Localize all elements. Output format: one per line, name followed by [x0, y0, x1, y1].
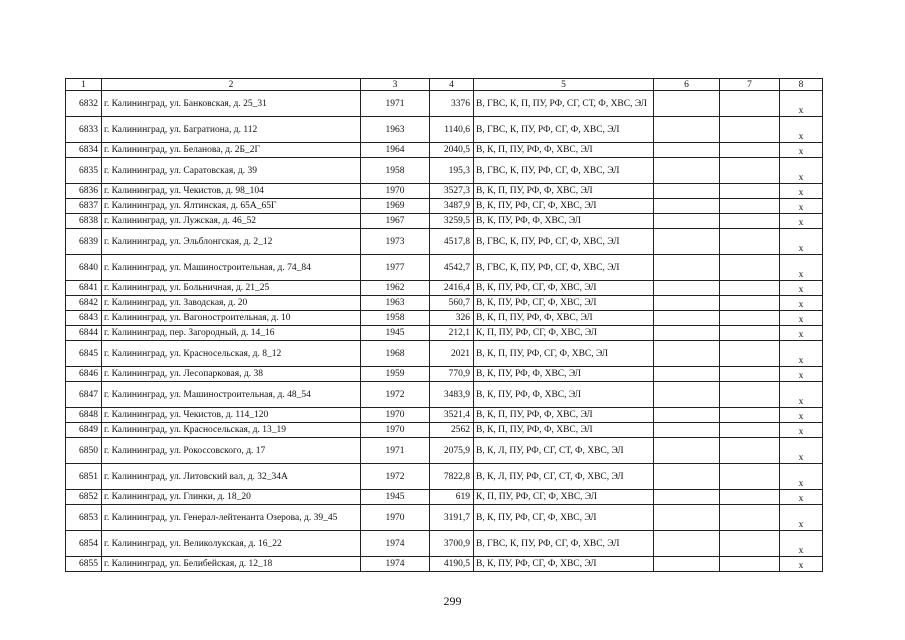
table-row [66, 214, 823, 229]
cell-mark: х [780, 296, 823, 311]
cell-address: г. Калининград, ул. Литовский вал, д. 32_34А [102, 464, 361, 490]
cell-utilities: В, К, ПУ, РФ, СГ, Ф, ХВС, ЭЛ [474, 557, 654, 572]
cell-address: г. Калининград, пер. Загородный, д. 14_16 [102, 326, 361, 341]
cell-area: 3191,7 [430, 505, 474, 531]
cell-mark: х [780, 255, 823, 281]
cell-year: 1968 [361, 341, 430, 367]
header-col-6: 6 [654, 79, 720, 91]
table-row [66, 490, 823, 505]
cell-year: 1963 [361, 296, 430, 311]
cell-address: г. Калининград, ул. Багратиона, д. 112 [102, 117, 361, 143]
cell-number: 6838 [66, 214, 102, 229]
cell-address: г. Калининград, ул. Рокоссовского, д. 17 [102, 438, 361, 464]
header-col-3: 3 [361, 79, 430, 91]
cell-year: 1977 [361, 255, 430, 281]
table-row [66, 229, 823, 255]
cell-area: 4190,5 [430, 557, 474, 572]
cell-col6 [654, 214, 720, 229]
cell-col6 [654, 311, 720, 326]
cell-address: г. Калининград, ул. Машиностроительная, д. 74_84 [102, 255, 361, 281]
cell-year: 1974 [361, 557, 430, 572]
cell-utilities: В, ГВС, К, П, ПУ, РФ, СГ, СТ, Ф, ХВС, ЭЛ [474, 91, 654, 117]
cell-area: 4517,8 [430, 229, 474, 255]
table-row [66, 557, 823, 572]
cell-number: 6850 [66, 438, 102, 464]
cell-mark: х [780, 214, 823, 229]
cell-col7 [720, 423, 780, 438]
cell-col6 [654, 184, 720, 199]
cell-col6 [654, 408, 720, 423]
cell-number: 6849 [66, 423, 102, 438]
cell-number: 6837 [66, 199, 102, 214]
cell-mark: х [780, 557, 823, 572]
cell-col6 [654, 91, 720, 117]
table-row [66, 341, 823, 367]
cell-col6 [654, 199, 720, 214]
cell-utilities: В, К, Л, ПУ, РФ, СГ, СТ, Ф, ХВС, ЭЛ [474, 464, 654, 490]
cell-utilities: В, К, П, ПУ, РФ, Ф, ХВС, ЭЛ [474, 311, 654, 326]
cell-address: г. Калининград, ул. Чекистов, д. 114_120 [102, 408, 361, 423]
cell-area: 7822,8 [430, 464, 474, 490]
cell-col6 [654, 296, 720, 311]
table-row [66, 143, 823, 158]
table-row [66, 326, 823, 341]
header-col-4: 4 [430, 79, 474, 91]
cell-year: 1970 [361, 408, 430, 423]
cell-address: г. Калининград, ул. Машиностроительная, д. 48_54 [102, 382, 361, 408]
cell-col7 [720, 311, 780, 326]
cell-mark: х [780, 464, 823, 490]
cell-number: 6852 [66, 490, 102, 505]
cell-number: 6846 [66, 367, 102, 382]
cell-col7 [720, 199, 780, 214]
cell-col6 [654, 117, 720, 143]
header-col-8: 8 [780, 79, 823, 91]
cell-number: 6839 [66, 229, 102, 255]
table-row [66, 281, 823, 296]
cell-address: г. Калининград, ул. Саратовская, д. 39 [102, 158, 361, 184]
cell-number: 6840 [66, 255, 102, 281]
cell-mark: х [780, 438, 823, 464]
cell-col7 [720, 184, 780, 199]
cell-mark: х [780, 158, 823, 184]
cell-year: 1963 [361, 117, 430, 143]
cell-area: 3521,4 [430, 408, 474, 423]
cell-col6 [654, 143, 720, 158]
cell-year: 1964 [361, 143, 430, 158]
cell-year: 1959 [361, 367, 430, 382]
cell-number: 6836 [66, 184, 102, 199]
cell-address: г. Калининград, ул. Беланова, д. 2Б_2Г [102, 143, 361, 158]
cell-address: г. Калининград, ул. Генерал-лейтенанта Озерова, д. 39_45 [102, 505, 361, 531]
cell-utilities: В, К, П, ПУ, РФ, Ф, ХВС, ЭЛ [474, 143, 654, 158]
cell-area: 1140,6 [430, 117, 474, 143]
cell-year: 1971 [361, 91, 430, 117]
cell-number: 6851 [66, 464, 102, 490]
cell-number: 6835 [66, 158, 102, 184]
table-row [66, 184, 823, 199]
cell-utilities: В, ГВС, К, ПУ, РФ, СГ, Ф, ХВС, ЭЛ [474, 158, 654, 184]
cell-address: г. Калининград, ул. Заводская, д. 20 [102, 296, 361, 311]
cell-col6 [654, 505, 720, 531]
cell-address: г. Калининград, ул. Банковская, д. 25_31 [102, 91, 361, 117]
cell-mark: х [780, 326, 823, 341]
cell-area: 2562 [430, 423, 474, 438]
cell-col7 [720, 464, 780, 490]
cell-number: 6843 [66, 311, 102, 326]
cell-col6 [654, 531, 720, 557]
table-row [66, 531, 823, 557]
cell-address: г. Калининград, ул. Лесопарковая, д. 38 [102, 367, 361, 382]
cell-address: г. Калининград, ул. Эльблонгская, д. 2_12 [102, 229, 361, 255]
cell-col7 [720, 229, 780, 255]
cell-mark: х [780, 281, 823, 296]
cell-area: 619 [430, 490, 474, 505]
cell-year: 1970 [361, 423, 430, 438]
table-row [66, 423, 823, 438]
cell-mark: х [780, 143, 823, 158]
cell-year: 1972 [361, 382, 430, 408]
cell-mark: х [780, 382, 823, 408]
cell-utilities: К, П, ПУ, РФ, СГ, Ф, ХВС, ЭЛ [474, 326, 654, 341]
cell-utilities: В, К, ПУ, РФ, Ф, ХВС, ЭЛ [474, 214, 654, 229]
cell-number: 6842 [66, 296, 102, 311]
cell-col7 [720, 490, 780, 505]
header-col-1: 1 [66, 79, 102, 91]
cell-year: 1974 [361, 531, 430, 557]
cell-year: 1973 [361, 229, 430, 255]
cell-col6 [654, 557, 720, 572]
cell-col7 [720, 281, 780, 296]
cell-utilities: В, К, ПУ, РФ, СГ, Ф, ХВС, ЭЛ [474, 199, 654, 214]
cell-col7 [720, 382, 780, 408]
cell-utilities: В, ГВС, К, ПУ, РФ, СГ, Ф, ХВС, ЭЛ [474, 229, 654, 255]
cell-year: 1970 [361, 505, 430, 531]
table-body [66, 91, 823, 572]
cell-mark: х [780, 490, 823, 505]
cell-area: 4542,7 [430, 255, 474, 281]
table-row [66, 311, 823, 326]
cell-utilities: В, ГВС, К, ПУ, РФ, СГ, Ф, ХВС, ЭЛ [474, 117, 654, 143]
cell-number: 6848 [66, 408, 102, 423]
cell-area: 3700,9 [430, 531, 474, 557]
cell-col6 [654, 229, 720, 255]
cell-col6 [654, 341, 720, 367]
cell-number: 6834 [66, 143, 102, 158]
cell-number: 6833 [66, 117, 102, 143]
cell-utilities: В, К, Л, ПУ, РФ, СГ, СТ, Ф, ХВС, ЭЛ [474, 438, 654, 464]
cell-year: 1945 [361, 490, 430, 505]
table-row [66, 296, 823, 311]
header-col-2: 2 [102, 79, 361, 91]
cell-year: 1971 [361, 438, 430, 464]
cell-address: г. Калининград, ул. Великолукская, д. 16_22 [102, 531, 361, 557]
cell-utilities: В, К, ПУ, РФ, СГ, Ф, ХВС, ЭЛ [474, 505, 654, 531]
cell-col6 [654, 423, 720, 438]
cell-utilities: В, К, П, ПУ, РФ, Ф, ХВС, ЭЛ [474, 423, 654, 438]
cell-col7 [720, 505, 780, 531]
housing-registry-table [65, 78, 823, 572]
cell-mark: х [780, 184, 823, 199]
cell-number: 6853 [66, 505, 102, 531]
table-row [66, 367, 823, 382]
cell-year: 1972 [361, 464, 430, 490]
cell-address: г. Калининград, ул. Лужская, д. 46_52 [102, 214, 361, 229]
cell-col6 [654, 438, 720, 464]
cell-area: 3376 [430, 91, 474, 117]
cell-area: 2416,4 [430, 281, 474, 296]
table-row [66, 382, 823, 408]
cell-col7 [720, 117, 780, 143]
cell-address: г. Калининград, ул. Чекистов, д. 98_104 [102, 184, 361, 199]
cell-number: 6855 [66, 557, 102, 572]
cell-mark: х [780, 505, 823, 531]
cell-area: 2021 [430, 341, 474, 367]
cell-col6 [654, 326, 720, 341]
cell-col7 [720, 326, 780, 341]
cell-area: 195,3 [430, 158, 474, 184]
cell-col6 [654, 464, 720, 490]
cell-year: 1970 [361, 184, 430, 199]
cell-number: 6847 [66, 382, 102, 408]
cell-col7 [720, 214, 780, 229]
cell-col7 [720, 143, 780, 158]
cell-col7 [720, 296, 780, 311]
cell-area: 770,9 [430, 367, 474, 382]
cell-year: 1962 [361, 281, 430, 296]
cell-area: 2040,5 [430, 143, 474, 158]
cell-col6 [654, 255, 720, 281]
cell-col7 [720, 255, 780, 281]
cell-year: 1958 [361, 311, 430, 326]
page-number: 299 [443, 594, 462, 608]
cell-number: 6845 [66, 341, 102, 367]
cell-year: 1958 [361, 158, 430, 184]
cell-utilities: В, К, ПУ, РФ, СГ, Ф, ХВС, ЭЛ [474, 281, 654, 296]
cell-address: г. Калининград, ул. Ялтинская, д. 65А_65Г [102, 199, 361, 214]
cell-col6 [654, 367, 720, 382]
cell-mark: х [780, 531, 823, 557]
cell-address: г. Калининград, ул. Красносельская, д. 13_19 [102, 423, 361, 438]
cell-col6 [654, 382, 720, 408]
cell-utilities: В, К, П, ПУ, РФ, СГ, Ф, ХВС, ЭЛ [474, 341, 654, 367]
cell-col6 [654, 158, 720, 184]
cell-address: г. Калининград, ул. Больничная, д. 21_25 [102, 281, 361, 296]
table-row [66, 117, 823, 143]
cell-mark: х [780, 367, 823, 382]
cell-col7 [720, 531, 780, 557]
cell-utilities: В, ГВС, К, ПУ, РФ, СГ, Ф, ХВС, ЭЛ [474, 531, 654, 557]
cell-col7 [720, 158, 780, 184]
cell-col7 [720, 341, 780, 367]
cell-area: 3483,9 [430, 382, 474, 408]
cell-year: 1969 [361, 199, 430, 214]
header-col-7: 7 [720, 79, 780, 91]
cell-utilities: В, К, П, ПУ, РФ, Ф, ХВС, ЭЛ [474, 184, 654, 199]
table-row [66, 255, 823, 281]
cell-area: 560,7 [430, 296, 474, 311]
cell-col6 [654, 281, 720, 296]
cell-col6 [654, 490, 720, 505]
cell-col7 [720, 438, 780, 464]
cell-mark: х [780, 341, 823, 367]
cell-utilities: В, К, ПУ, РФ, Ф, ХВС, ЭЛ [474, 382, 654, 408]
cell-address: г. Калининград, ул. Белибейская, д. 12_18 [102, 557, 361, 572]
header-row [66, 79, 823, 91]
cell-mark: х [780, 117, 823, 143]
table-row [66, 505, 823, 531]
table-row [66, 438, 823, 464]
cell-area: 3259,5 [430, 214, 474, 229]
cell-utilities: К, П, ПУ, РФ, СГ, Ф, ХВС, ЭЛ [474, 490, 654, 505]
table-row [66, 91, 823, 117]
cell-area: 326 [430, 311, 474, 326]
table-row [66, 408, 823, 423]
table-row [66, 464, 823, 490]
cell-year: 1945 [361, 326, 430, 341]
cell-number: 6841 [66, 281, 102, 296]
cell-utilities: В, К, ПУ, РФ, СГ, Ф, ХВС, ЭЛ [474, 296, 654, 311]
header-col-5: 5 [474, 79, 654, 91]
cell-utilities: В, К, П, ПУ, РФ, Ф, ХВС, ЭЛ [474, 408, 654, 423]
cell-number: 6844 [66, 326, 102, 341]
cell-mark: х [780, 311, 823, 326]
cell-address: г. Калининград, ул. Красносельская, д. 8_12 [102, 341, 361, 367]
cell-mark: х [780, 408, 823, 423]
cell-area: 3527,3 [430, 184, 474, 199]
cell-col7 [720, 91, 780, 117]
cell-year: 1967 [361, 214, 430, 229]
cell-area: 3487,9 [430, 199, 474, 214]
cell-address: г. Калининград, ул. Вагоностроительная, д. 10 [102, 311, 361, 326]
cell-number: 6854 [66, 531, 102, 557]
cell-address: г. Калининград, ул. Глинки, д. 18_20 [102, 490, 361, 505]
cell-col7 [720, 557, 780, 572]
cell-area: 2075,9 [430, 438, 474, 464]
cell-area: 212,1 [430, 326, 474, 341]
cell-mark: х [780, 91, 823, 117]
cell-utilities: В, ГВС, К, ПУ, РФ, СГ, Ф, ХВС, ЭЛ [474, 255, 654, 281]
cell-mark: х [780, 229, 823, 255]
cell-mark: х [780, 199, 823, 214]
table-row [66, 158, 823, 184]
cell-number: 6832 [66, 91, 102, 117]
cell-mark: х [780, 423, 823, 438]
cell-col7 [720, 367, 780, 382]
table-row [66, 199, 823, 214]
cell-col7 [720, 408, 780, 423]
cell-utilities: В, К, ПУ, РФ, Ф, ХВС, ЭЛ [474, 367, 654, 382]
